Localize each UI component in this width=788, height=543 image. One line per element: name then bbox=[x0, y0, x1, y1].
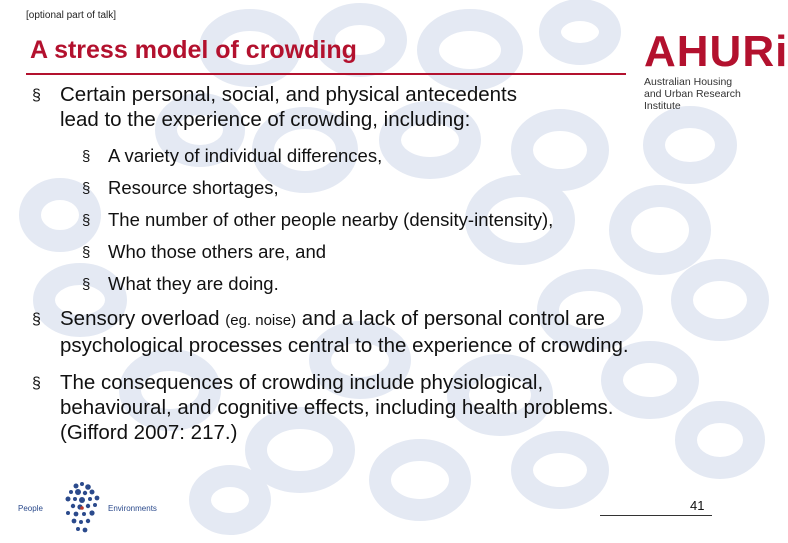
logo-sub-line2: and Urban Research Institute bbox=[644, 88, 741, 112]
bullet-consequences-citation: (Gifford 2007: 217.) bbox=[60, 421, 238, 444]
ahuri-logo bbox=[644, 27, 788, 112]
bullet-consequences bbox=[32, 370, 613, 445]
bullet-sensory-post: and a lack of personal control are bbox=[296, 307, 605, 330]
slide-title: A stress model of crowding bbox=[30, 36, 357, 64]
sub-bullet-marker: § bbox=[82, 276, 91, 293]
bullet-marker: § bbox=[32, 87, 41, 104]
bullet-antecedents-line2: lead to the experience of crowding, including: bbox=[60, 108, 471, 131]
logo-sub-line1: Australian Housing bbox=[644, 76, 733, 88]
sub-bullet bbox=[82, 210, 553, 230]
bullet-sensory-overload bbox=[32, 306, 629, 358]
bullet-consequences-line1: The consequences of crowding include physiological, bbox=[60, 371, 544, 394]
bullet-sensory-example: (eg. noise) bbox=[225, 312, 297, 329]
bullet-marker: § bbox=[32, 311, 41, 328]
logo-mark-text: AHUR bbox=[644, 27, 776, 76]
people-environments-logo bbox=[18, 478, 168, 543]
sub-bullet-marker: § bbox=[82, 244, 91, 261]
page-number-rule bbox=[600, 515, 712, 516]
footer-logo-environments: Environments bbox=[108, 504, 157, 513]
sub-bullet-marker: § bbox=[82, 180, 91, 197]
sub-bullet bbox=[82, 242, 326, 262]
sub-bullet-text: Resource shortages, bbox=[108, 177, 279, 198]
bullet-consequences-line2: behavioural, and cognitive effects, including health problems. bbox=[60, 396, 614, 419]
optional-note: [optional part of talk] bbox=[26, 10, 117, 21]
sub-bullet bbox=[82, 274, 279, 294]
bullet-sensory-line2: psychological processes central to the experience of crowding. bbox=[60, 334, 629, 357]
footer-logo-people: People bbox=[18, 504, 43, 513]
sub-bullet bbox=[82, 178, 279, 198]
sub-bullet-text: A variety of individual differences, bbox=[108, 145, 383, 166]
bullet-sensory-pre: Sensory overload bbox=[60, 307, 226, 330]
sub-bullet bbox=[82, 146, 382, 166]
sub-bullet-text: The number of other people nearby (density-intensity), bbox=[108, 209, 554, 230]
sub-bullet-marker: § bbox=[82, 148, 91, 165]
sub-bullet-text: What they are doing. bbox=[108, 273, 279, 294]
bullet-antecedents bbox=[32, 82, 517, 132]
ahuri-logo-mark bbox=[644, 27, 788, 76]
logo-mark-i: i bbox=[775, 27, 788, 76]
bullet-antecedents-line1: Certain personal, social, and physical antecedents bbox=[60, 83, 517, 106]
ahuri-logo-subtitle bbox=[644, 76, 770, 112]
sub-bullet-text: Who those others are, and bbox=[108, 241, 327, 262]
sub-bullet-marker: § bbox=[82, 212, 91, 229]
title-underline bbox=[26, 73, 626, 75]
page-number: 41 bbox=[690, 498, 705, 513]
bullet-marker: § bbox=[32, 375, 41, 392]
bullet-sensory-line1 bbox=[60, 306, 629, 333]
